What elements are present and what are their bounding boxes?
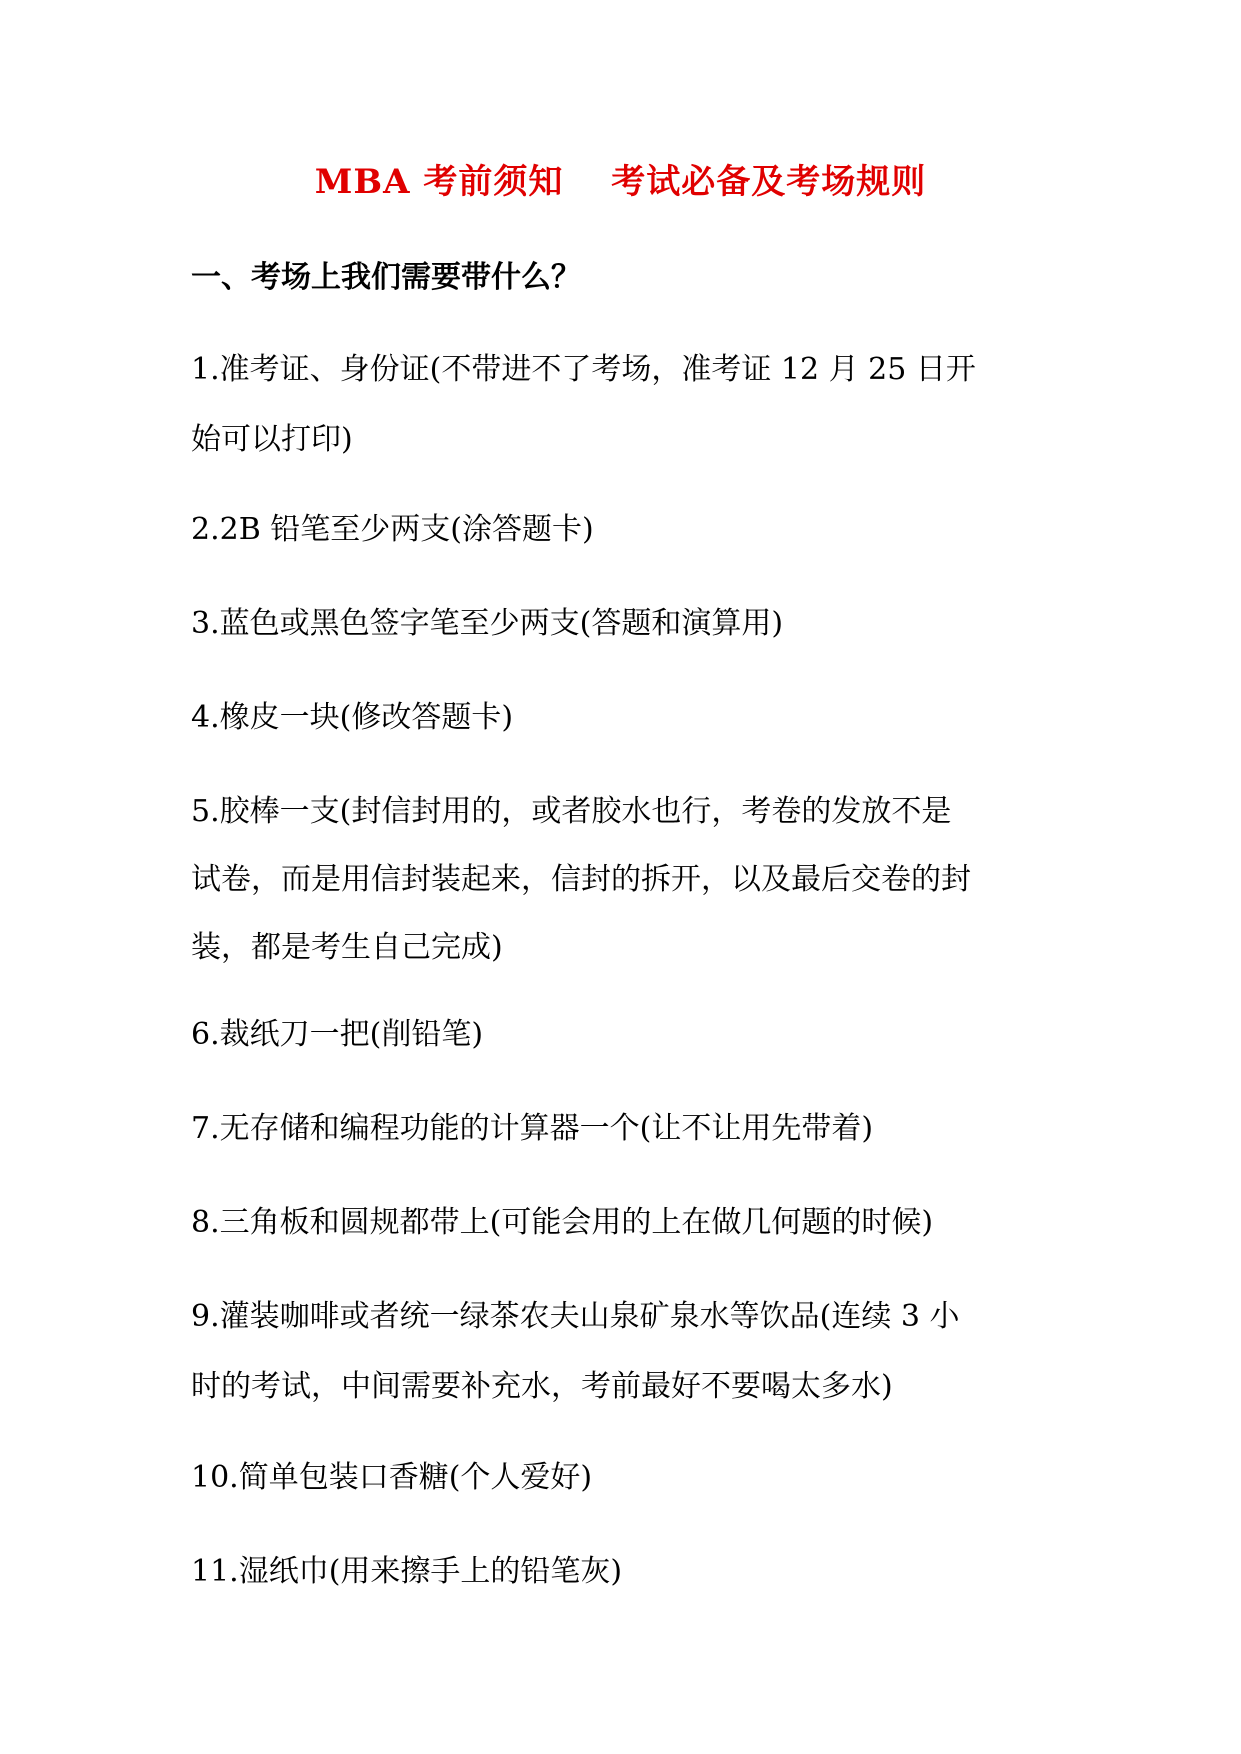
list-item-line: 10.简单包装口香糖(个人爱好): [191, 1460, 593, 1495]
list-item-line: 始可以打印): [191, 422, 353, 457]
list-item-line: 4.橡皮一块(修改答题卡): [191, 700, 514, 735]
list-item-line: 7.无存储和编程功能的计算器一个(让不让用先带着): [191, 1111, 874, 1146]
list-item: [191, 1454, 1071, 1502]
list-item-line: 5.胶棒一支(封信封用的，或者胶水也行，考卷的发放不是: [191, 794, 952, 829]
list-item-line: 时的考试，中间需要补充水，考前最好不要喝太多水): [191, 1369, 893, 1404]
document-title: MBA 考前须知 考试必备及考场规则: [314, 162, 927, 202]
list-item-line: 6.裁纸刀一把(削铅笔): [191, 1017, 484, 1052]
list-item: [191, 788, 1071, 972]
list-item: [191, 1199, 1071, 1247]
list-item: [191, 600, 1071, 648]
list-item-line: 11.湿纸巾(用来擦手上的铅笔灰): [191, 1554, 623, 1589]
list-item: [191, 1293, 1071, 1411]
list-item: [191, 346, 1071, 464]
list-item-line: 试卷，而是用信封装起来，信封的拆开，以及最后交卷的封: [191, 862, 971, 897]
list-item-line: 3.蓝色或黑色签字笔至少两支(答题和演算用): [191, 606, 784, 641]
list-item-line: 9.灌装咖啡或者统一绿茶农夫山泉矿泉水等饮品(连续 3 小: [191, 1299, 960, 1334]
list-item-line: 1.准考证、身份证(不带进不了考场，准考证 12 月 25 日开: [191, 352, 976, 387]
list-item-line: 8.三角板和圆规都带上(可能会用的上在做几何题的时候): [191, 1205, 934, 1240]
section-heading: 一、考场上我们需要带什么？: [191, 260, 581, 295]
list-item: [191, 694, 1071, 742]
list-item: [191, 1011, 1071, 1059]
list-item-line: 装，都是考生自己完成): [191, 930, 503, 965]
list-item: [191, 506, 1071, 554]
list-item: [191, 1548, 1071, 1596]
list-item-line: 2.2B 铅笔至少两支(涂答题卡): [191, 512, 594, 547]
list-item: [191, 1105, 1071, 1153]
